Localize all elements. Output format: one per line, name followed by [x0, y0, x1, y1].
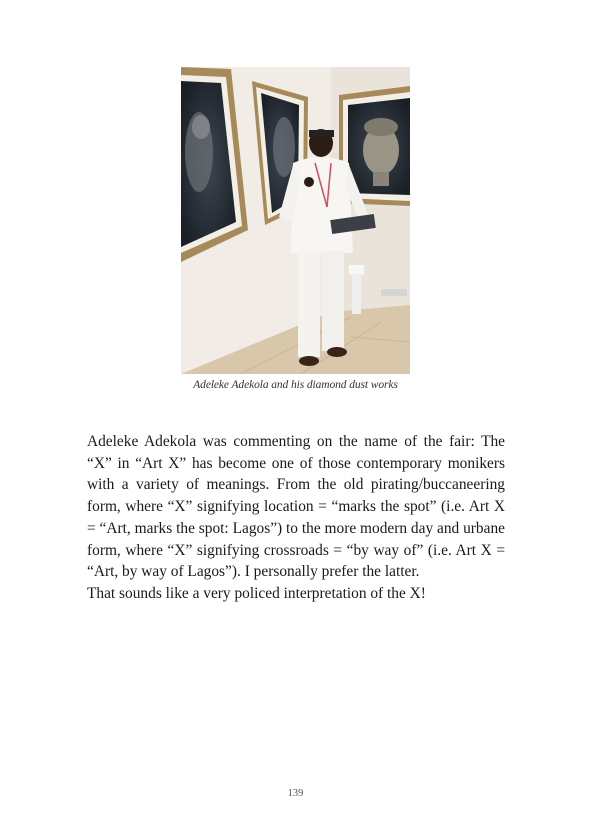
body-paragraph: Adeleke Adekola was commenting on the name of the fair: The “X” in “Art X” has become one of those contemporary monikers with a variety of meanings. From the old pirating/buccaneering form, where “X” signifying location = “marks the spot” (i.e. Art X = “Art, marks the spot: Lagos”) to the more modern day and urbane form, where “X” signifying crossroads = “by way of” (i.e. Art X = “Art, by way of Lagos”). I personally prefer the latter. — [87, 433, 505, 581]
body-remark: That sounds like a very policed interpretation of the X! — [87, 584, 426, 602]
body-text — [87, 431, 505, 605]
page-number: 139 — [287, 788, 304, 799]
artist-photo — [181, 67, 410, 374]
artist-photo-illustration — [181, 67, 410, 374]
figure-caption: Adeleke Adekola and his diamond dust works — [193, 379, 398, 391]
